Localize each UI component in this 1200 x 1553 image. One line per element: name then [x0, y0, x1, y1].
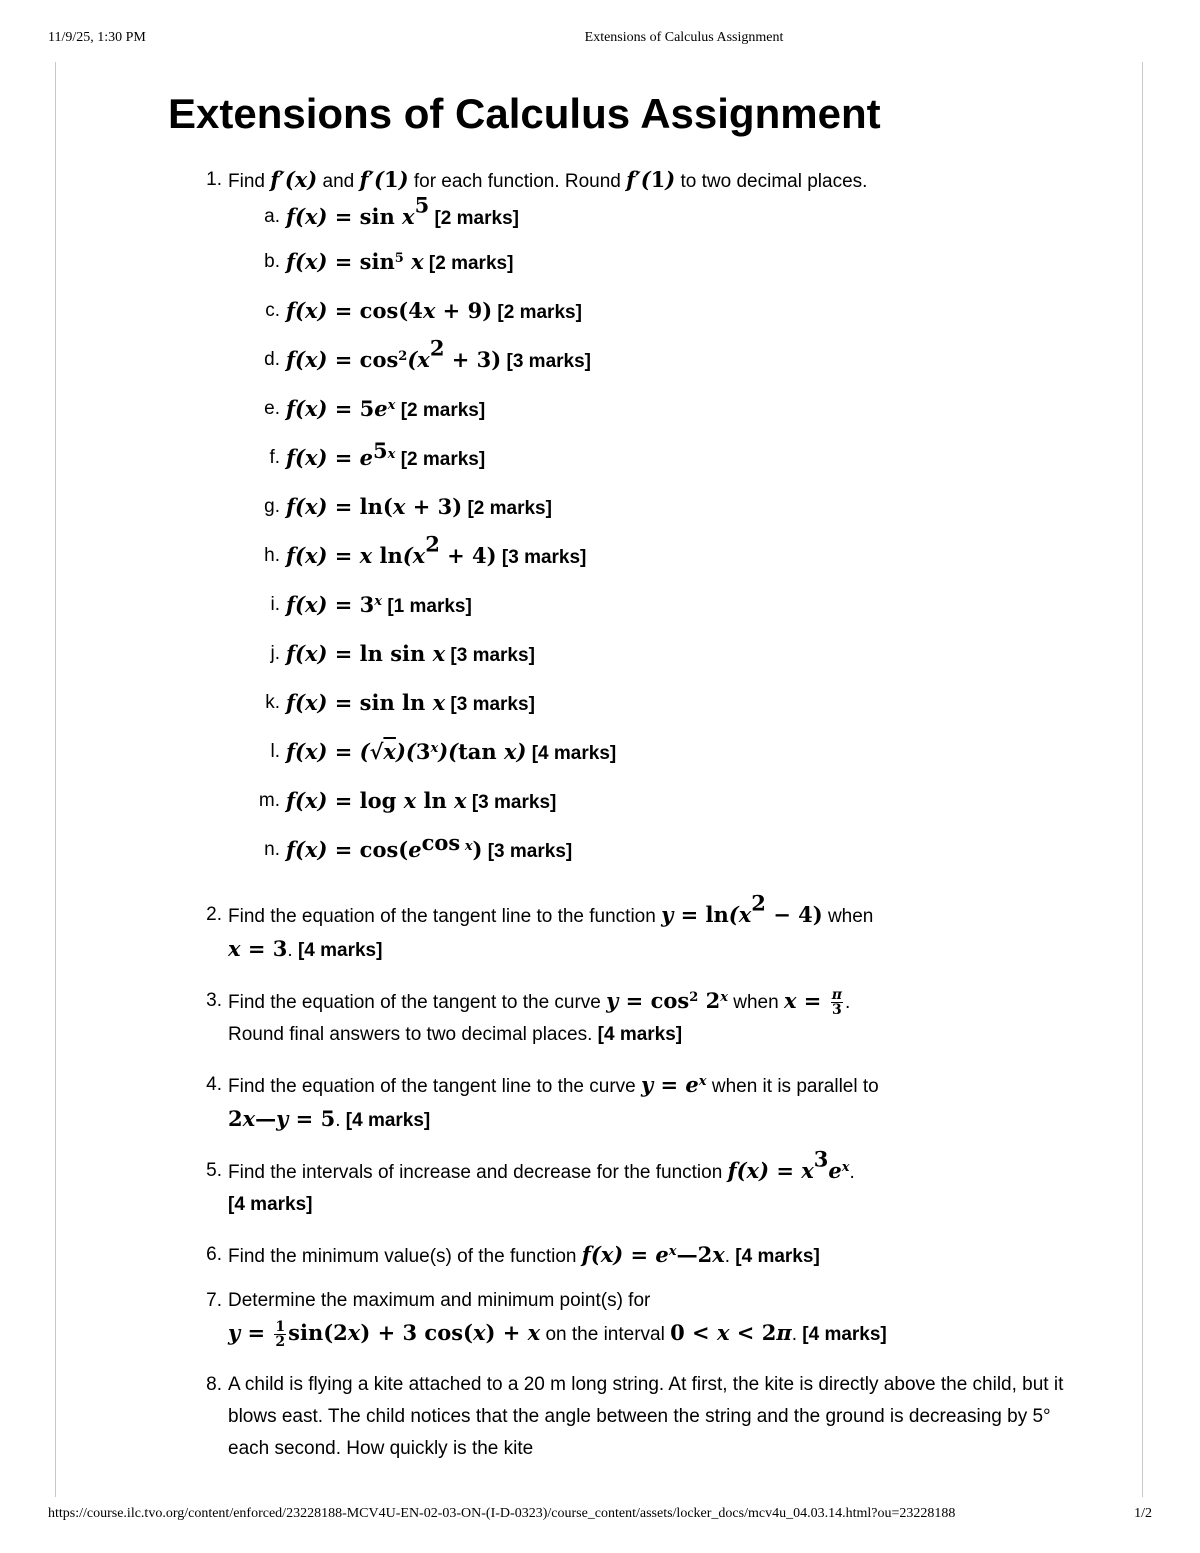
question-6: 6. Find the minimum value(s) of the function $f(x) = e^x—2x$. [4 marks]: [168, 1239, 1068, 1273]
question-number: 1.: [206, 169, 222, 190]
print-date: 11/9/25, 1:30 PM: [48, 30, 146, 45]
math: $f(x) = x^3e^x$: [727, 1146, 850, 1183]
math: f(x) = cos(4x + 9): [286, 298, 493, 323]
assignment-content: [168, 86, 1068, 1465]
math: f′(1): [626, 167, 676, 192]
part-c: c. f(x) = cos(4x + 9) [2 marks]: [265, 298, 582, 323]
math: f′(1): [359, 167, 409, 192]
left-rule: [55, 62, 56, 1497]
print-title: Extensions of Calculus Assignment: [584, 30, 784, 45]
question-number: 2.: [206, 904, 222, 925]
math: x = $\frac{\pi}{3}$: [783, 987, 842, 1018]
question-number: 4.: [206, 1074, 222, 1095]
question-3: 3. Find the equation of the tangent to the curve $y = \cos^2 2^x$ when x = $\frac{\pi}{3}$ . Round final answers to two decimal places. [4 marks]: [168, 985, 1068, 1051]
math: 2x—y = 5: [228, 1106, 336, 1131]
math: $f(x) = 3^x$: [286, 592, 383, 617]
part-f: f. $f(x) = e^{5x}$ [2 marks]: [269, 437, 486, 470]
question-number: 8.: [206, 1374, 222, 1395]
part-b: b. $f(x) = \sin^5 x$ [2 marks]: [264, 249, 514, 274]
math: $f(x) = (√x)(3^x)(\tan$ x): [286, 739, 527, 764]
math: $f(x) = \sin x^5$: [286, 192, 430, 229]
math: 0 < x < 2π: [670, 1320, 792, 1345]
math: f(x) = ln sin x: [286, 641, 446, 666]
math: $f(x) = \sin^5 x$: [286, 249, 424, 274]
part-a: a. $f(x) = \sin x^5$ [2 marks]: [264, 192, 519, 229]
question-2: 2. Find the equation of the tangent line to the function $y = \ln(x^2 - 4)$ when x = 3. [4 marks]: [168, 899, 1068, 967]
question-1: 1. Find f′(x) and f′(1) for each function. Round f′(1) to two decimal places.: [168, 164, 1068, 198]
part-d: d. $f(x) = \cos^2(x^2 + 3)$ [3 marks]: [264, 335, 591, 372]
question-number: 3.: [206, 990, 222, 1011]
part-j: j. f(x) = ln sin x [3 marks]: [270, 641, 535, 666]
math: $f(x) = e^{5x}$: [286, 437, 396, 470]
math: x = 3: [228, 936, 288, 961]
math: $f(x) = \cos(e^{cos x})$: [286, 829, 483, 862]
math: f(x) = ln(x + 3): [286, 494, 463, 519]
math: $f(x) = 5e^x$: [286, 396, 396, 421]
part-h: h. f(x) = x $\ln(x^2 + 4)$ [3 marks]: [264, 531, 587, 568]
math: y = $\frac{1}{2}$ sin(2x) + 3 cos(x) + x: [228, 1319, 541, 1350]
math: f(x) = x $\ln(x^2 + 4)$: [286, 531, 497, 568]
question-number: 5.: [206, 1160, 222, 1181]
part-l: l. $f(x) = (√x)(3^x)(\tan$ x) [4 marks]: [270, 739, 617, 764]
part-m: m. f(x) = log x ln x [3 marks]: [258, 788, 557, 813]
question-number: 6.: [206, 1244, 222, 1265]
math: $y = \cos^2 2^x$: [606, 988, 728, 1013]
page-title: Extensions of Calculus Assignment: [168, 90, 881, 137]
part-k: k. f(x) = sin ln x [3 marks]: [265, 690, 535, 715]
question-4: 4. Find the equation of the tangent line to the curve $y = e^x$ when it is parallel to 2x—y = 5. [4 marks]: [168, 1069, 1068, 1137]
math: f(x) = log x ln x: [286, 788, 467, 813]
part-g: g. f(x) = ln(x + 3) [2 marks]: [264, 494, 552, 519]
question-5: 5. Find the intervals of increase and decrease for the function $f(x) = x^3e^x$. [4 marks]: [168, 1155, 1068, 1221]
page-number: 1/2: [1134, 1506, 1152, 1521]
question-8: 8. A child is flying a kite attached to a 20 m long string. At first, the kite is directly above the child, but it blows east. The child notices that the angle between the string and the ground is decreasing by 5° each second. How quickly is the kite: [168, 1369, 1068, 1465]
math: $y = \ln(x^2 - 4)$: [661, 890, 823, 927]
part-n: n. $f(x) = \cos(e^{cos x})$ [3 marks]: [264, 829, 573, 862]
part-e: e. $f(x) = 5e^x$ [2 marks]: [264, 396, 486, 421]
math: $y = e^x$: [641, 1072, 707, 1097]
print-url: https://course.ilc.tvo.org/content/enforced/23228188-MCV4U-EN-02-03-ON-(I-D-0323)/course_content/assets/locker_docs/mcv4u_04.03.14.html?ou=23228188: [48, 1506, 956, 1521]
math: f(x) = sin ln x: [286, 690, 446, 715]
math: f′(x): [270, 167, 318, 192]
part-i: i. $f(x) = 3^x$ [1 marks]: [270, 592, 472, 617]
math: $f(x) = \cos^2(x^2 + 3)$: [286, 335, 502, 372]
question-7: 7. Determine the maximum and minimum point(s) for y = $\frac{1}{2}$ sin(2x) + 3 cos(x) + x on the interval 0 < x < 2π. [4 marks]: [168, 1285, 1068, 1351]
right-rule: [1142, 62, 1143, 1497]
math: $f(x) = e^x—2x$: [581, 1242, 725, 1267]
question-number: 7.: [206, 1290, 222, 1311]
